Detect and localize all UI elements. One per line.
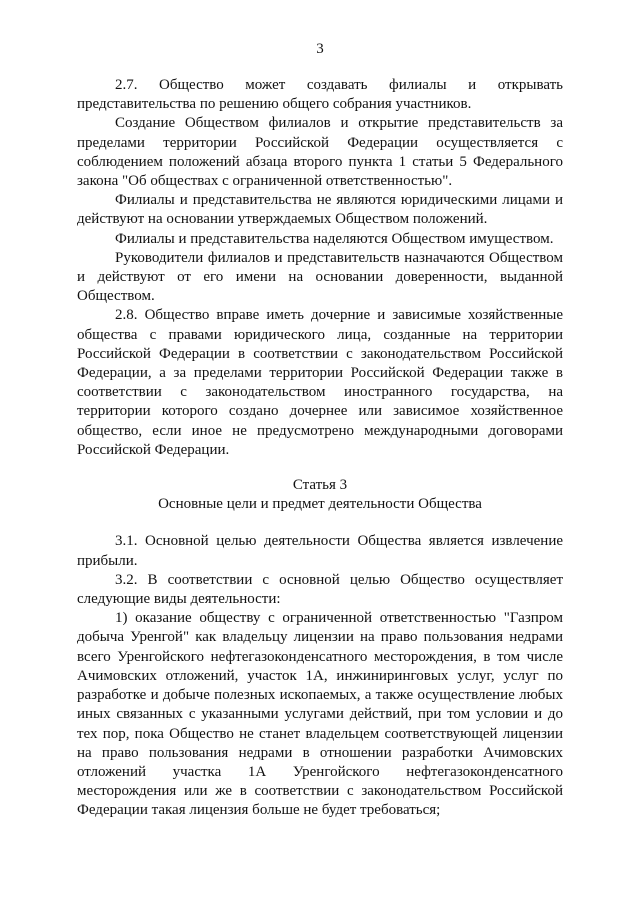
paragraph-branches-abroad: Создание Обществом филиалов и открытие представительств за пределами территории Российской Федерации осуществляется с соблюдением положений абзаца второго пункта 1 статьи 5 Федерального закона "Об обществах с ограниченной ответственностью". xyxy=(77,115,563,190)
page-number: 3 xyxy=(316,41,324,57)
article-title: Основные цели и предмет деятельности Общества xyxy=(158,496,482,513)
paragraph-2-8: 2.8. Общество вправе иметь дочерние и зависимые хозяйственные общества с правами юридического лица, созданные на территории Российской Федерации в соответствии с законодательством Российской Федерации, а за пределами территории Российской Федерации также в соответствии с законодательством иностранного государства, на территории которого создано дочернее или зависимое хозяйственное общество, если иное не предусмотрено международными договорами Российской Федерации. xyxy=(77,307,563,458)
paragraph-branches-property: Филиалы и представительства наделяются Обществом имуществом. xyxy=(115,230,554,247)
paragraph-2-7: 2.7. Общество может создавать филиалы и открывать представительства по решению общего собрания участников. xyxy=(77,77,563,113)
paragraph-branch-heads: Руководители филиалов и представительств назначаются Обществом и действуют от его имени на основании доверенности, выданной Обществом. xyxy=(77,249,563,305)
paragraph-3-2-item-1: 1) оказание обществу с ограниченной ответственностью "Газпром добыча Уренгой" как владельцу лицензии на право пользования недрами всего Уренгойского нефтегазоконденсатного месторождения, в том числе Ачимовских отложений, участок 1А, инжиниринговых услуг, услуг по разработке и добыче полезных ископаемых, а также осуществление любых иных связанных с указанными услугами действий, при том условии и до тех пор, пока Общество не станет владельцем соответствующей лицензии на право пользования недрами в отношении разработки Ачимовских отложений участка 1А Уренгойского нефтегазоконденсатного месторождения или же в соответствии с законодательством Российской Федерации такая лицензия больше не будет требоваться; xyxy=(77,610,563,819)
article-heading xyxy=(77,476,563,514)
paragraph-3-2: 3.2. В соответствии с основной целью Общество осуществляет следующие виды деятельности: xyxy=(77,571,563,608)
paragraph-branches-status: Филиалы и представительства не являются юридическими лицами и действуют на основании утверждаемых Обществом положений. xyxy=(77,192,563,228)
paragraph-3-1: 3.1. Основной целью деятельности Общества является извлечение прибыли. xyxy=(77,533,563,569)
document-body xyxy=(77,76,563,821)
article-number: Статья 3 xyxy=(292,477,348,494)
